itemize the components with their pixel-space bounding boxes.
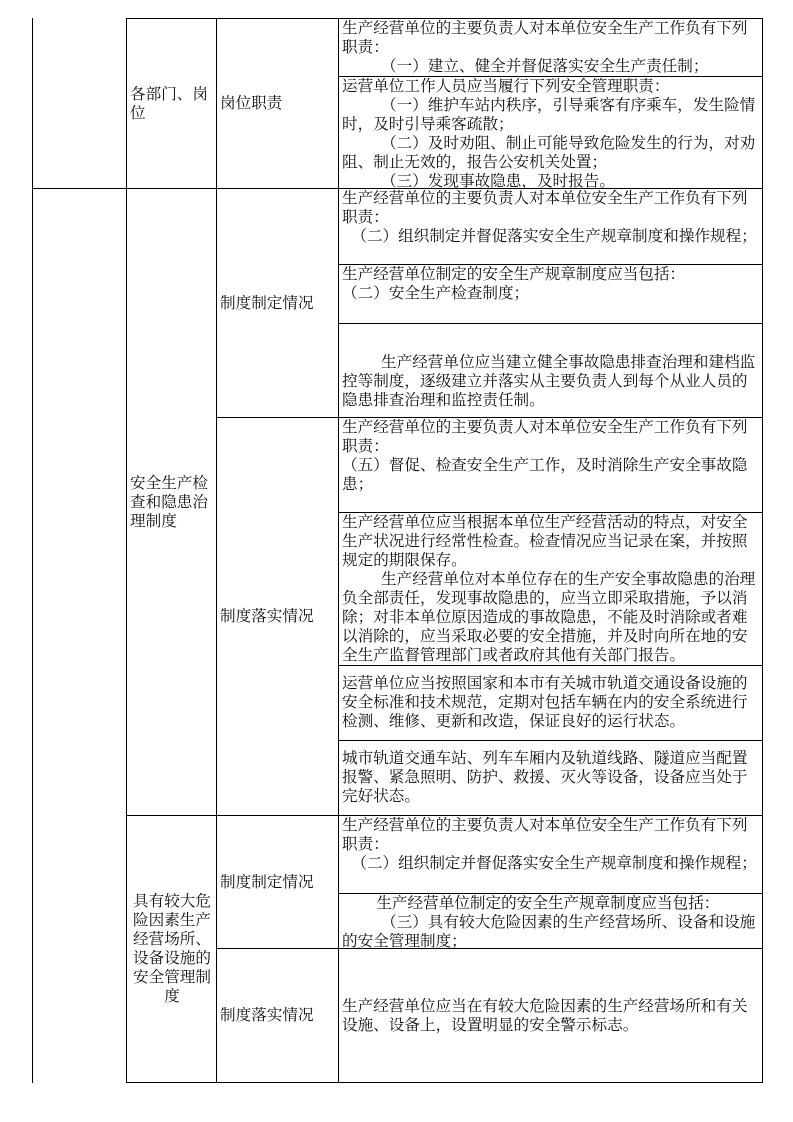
clause-text: 生产经营单位对本单位存在的生产安全事故隐患的治理负全部责任，发现事故隐患的，应当立即采取措施，予以消除；对非本单位原因造成的事故隐患，不能及时消除或者难以消除的，应当采取必要的安全措施，并及时向所在地的安全生产监督管理部门或者政府其他有关部门报告。 bbox=[342, 570, 756, 664]
item-cell-job-duties bbox=[216, 18, 339, 189]
clause-text: 生产经营单位应当建立健全事故隐患排查治理和建档监控等制度，逐级建立并落实从主要负责人到每个从业人员的隐患排查治理和监控责任制。 bbox=[342, 353, 756, 409]
clause-text: 运营单位应当按照国家和本市有关城市轨道交通设备设施的安全标准和技术规范，定期对包括车辆在内的安全系统进行检测、维修、更新和改造，保证良好的运行状态。 bbox=[342, 674, 748, 730]
clause-cell bbox=[338, 740, 763, 816]
clause-text: （二）及时劝阻、制止可能导致危险发生的行为，对劝阻、制止无效的，报告公安机关处置； bbox=[342, 134, 756, 171]
clause-text: 生产经营单位应当在有较大危险因素的生产经营场所和有关设施、设备上，设置明显的安全警示标志。 bbox=[342, 996, 748, 1034]
clause-text: （二）组织制定并督促落实安全生产规章制度和操作规程； bbox=[351, 227, 757, 245]
row-divider bbox=[32, 188, 127, 189]
clause-text: （三）具有较大危险因素的生产经营场所、设备和设施的安全管理制度； bbox=[342, 913, 756, 950]
clause-text: 生产经营单位制定的安全生产规章制度应当包括： bbox=[342, 265, 686, 283]
item-label: 岗位职责 bbox=[220, 94, 283, 112]
clause-cell bbox=[338, 665, 763, 741]
category-cell-safety-inspection bbox=[126, 188, 217, 816]
clause-text: 城市轨道交通车站、列车车厢内及轨道线路、隧道应当配置报警、紧急照明、防护、救援、灭火等设备，设备应当处于完好状态。 bbox=[342, 749, 748, 805]
clause-cell bbox=[338, 512, 763, 666]
implementation-label: 制度落实情况 bbox=[220, 607, 314, 625]
left-border bbox=[32, 18, 33, 1083]
formulation-label-cell bbox=[216, 188, 339, 418]
clause-text: 生产经营单位的主要负责人对本单位安全生产工作负有下列职责： bbox=[342, 418, 748, 455]
clause-text: 生产经营单位的主要负责人对本单位安全生产工作负有下列职责： bbox=[342, 816, 748, 853]
clause-cell bbox=[338, 76, 763, 189]
clause-cell bbox=[338, 188, 763, 265]
formulation-label: 制度制定情况 bbox=[220, 872, 314, 891]
clause-text: 生产经营单位的主要负责人对本单位安全生产工作负有下列职责： bbox=[342, 19, 748, 56]
clause-cell bbox=[338, 18, 763, 77]
implementation-label: 制度落实情况 bbox=[220, 1006, 314, 1024]
clause-text: （五）督促、检查安全生产工作，及时消除生产安全事故隐患； bbox=[342, 456, 748, 493]
implementation-label-cell bbox=[216, 948, 339, 1083]
clause-cell bbox=[338, 815, 763, 894]
clause-text: 生产经营单位应当根据本单位生产经营活动的特点，对安全生产状况进行经常性检查。检查情况应当记录在案，并按照规定的期限保存。 bbox=[342, 513, 748, 569]
category-cell-hazardous-facilities bbox=[126, 815, 217, 1083]
category-label: 安全生产检查和隐患治理制度 bbox=[130, 473, 208, 530]
clause-text: （二）安全生产检查制度； bbox=[342, 284, 530, 302]
clause-text: （一）建立、健全并督促落实安全生产责任制； bbox=[381, 57, 709, 75]
clause-cell bbox=[338, 948, 763, 1083]
category-label: 具有较大危险因素生产经营场所、设备设施的安全管理制度 bbox=[133, 892, 211, 1005]
clause-cell bbox=[338, 417, 763, 513]
category-label: 各部门、岗位 bbox=[130, 84, 208, 122]
clause-text: 生产经营单位的主要负责人对本单位安全生产工作负有下列职责： bbox=[342, 189, 748, 226]
clause-text: （一）维护车站内秩序，引导乘客有序乘车，发生险情时，及时引导乘客疏散； bbox=[342, 96, 756, 133]
clause-text: 生产经营单位制定的安全生产规章制度应当包括： bbox=[376, 894, 720, 912]
clause-cell bbox=[338, 323, 763, 418]
formulation-label: 制度制定情况 bbox=[220, 293, 314, 312]
clause-text: （二）组织制定并督促落实安全生产规章制度和操作规程； bbox=[351, 854, 757, 872]
clause-text: 运营单位工作人员应当履行下列安全管理职责： bbox=[342, 77, 670, 95]
clause-text: （三）发现事故隐患，及时报告。 bbox=[381, 172, 615, 190]
formulation-label-cell bbox=[216, 815, 339, 949]
clause-cell bbox=[338, 893, 763, 949]
category-cell-departments bbox=[126, 18, 217, 189]
implementation-label-cell bbox=[216, 417, 339, 816]
clause-cell bbox=[338, 264, 763, 324]
